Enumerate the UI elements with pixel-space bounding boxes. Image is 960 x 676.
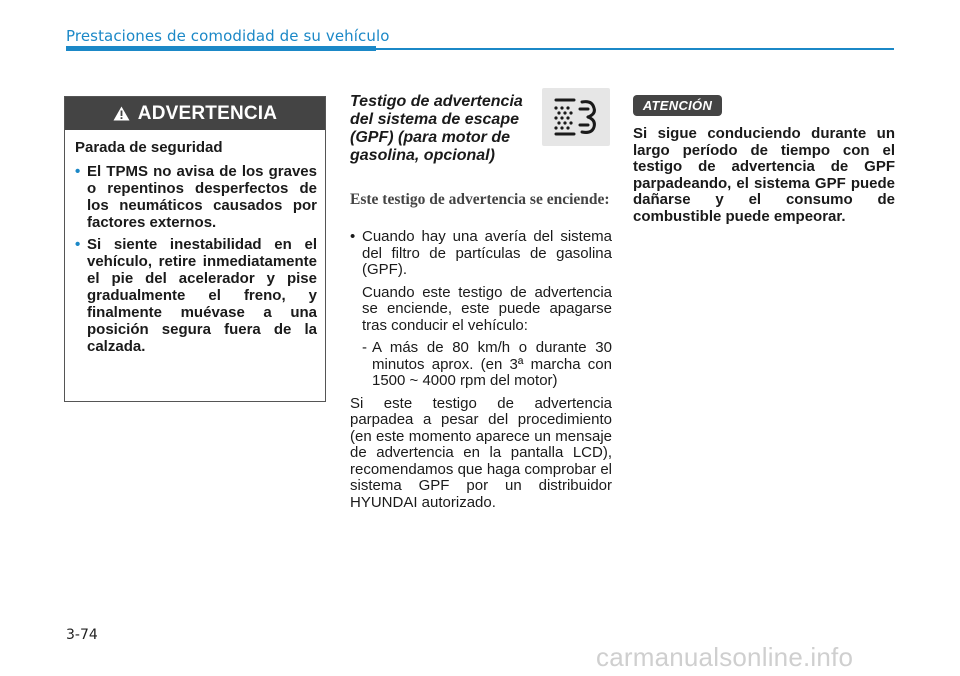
- list-item: [75, 236, 317, 355]
- gpf-bullet-followup: Cuando este testigo de advertencia se enciende, este puede apagarse tras conducir el vehículo:: [362, 283, 612, 334]
- warning-item-text: Si siente inestabilidad en el vehículo, retire inmediatamente el pie del acelerador y pise gradualmente el freno, y finalmente muévase a una posición segura fuera de la calzada.: [87, 236, 317, 355]
- warning-triangle-icon: [113, 106, 130, 121]
- warning-header: [65, 97, 325, 130]
- list-item: [75, 163, 317, 231]
- header-rule-thick: [66, 46, 376, 51]
- warning-subtitle: Parada de seguridad: [75, 139, 223, 156]
- atencion-text: Si sigue conduciendo durante un largo período de tiempo con el testigo de advertencia de GPF parpadeando, el sistema GPF puede dañarse y el consumo de combustible puede empeorar.: [633, 125, 895, 225]
- gpf-bullet-text: Cuando hay una avería del sistema del filtro de partículas de gasolina (GPF).: [362, 228, 612, 278]
- page-number: 3-74: [66, 627, 98, 643]
- warning-body: [65, 130, 325, 355]
- warning-item-text: El TPMS no avisa de los graves o repentinos desperfectos de los neumáticos causados por factores externos.: [87, 163, 317, 231]
- gpf-body: [350, 229, 612, 511]
- warning-box: [64, 96, 326, 402]
- section-header-title: Prestaciones de comodidad de su vehículo: [66, 27, 390, 45]
- gpf-icon-box: [542, 88, 610, 146]
- atencion-badge: ATENCIÓN: [633, 95, 722, 116]
- dash-marker: -: [362, 339, 367, 356]
- header-rule-thin: [376, 48, 894, 50]
- warning-list: [75, 163, 317, 355]
- gpf-section-title: Testigo de advertencia del sistema de escape (GPF) (para motor de gasolina, opcional): [350, 93, 523, 164]
- list-item: [350, 340, 612, 390]
- gpf-dash-text: A más de 80 km/h o durante 30 minutos aprox. (en 3ª marcha con 1500 ~ 4000 rpm del motor): [372, 339, 612, 389]
- gpf-paragraph: Si este testigo de advertencia parpadea a pesar del procedimiento (en este momento aparece un mensaje de advertencia en la pantalla LCD), recomendamos que haga comprobar el sistema GPF por un distribuidor HYUNDAI autorizado.: [350, 394, 612, 511]
- warning-title: ADVERTENCIA: [137, 102, 278, 124]
- bullet-icon: •: [75, 163, 81, 180]
- gpf-warning-icon: [542, 88, 610, 146]
- watermark: carmanualsonline.info: [596, 642, 854, 672]
- bullet-icon: •: [350, 228, 356, 245]
- bullet-icon: •: [75, 236, 81, 253]
- gpf-subtitle: Este testigo de advertencia se enciende:: [350, 191, 610, 208]
- list-item: [350, 229, 612, 279]
